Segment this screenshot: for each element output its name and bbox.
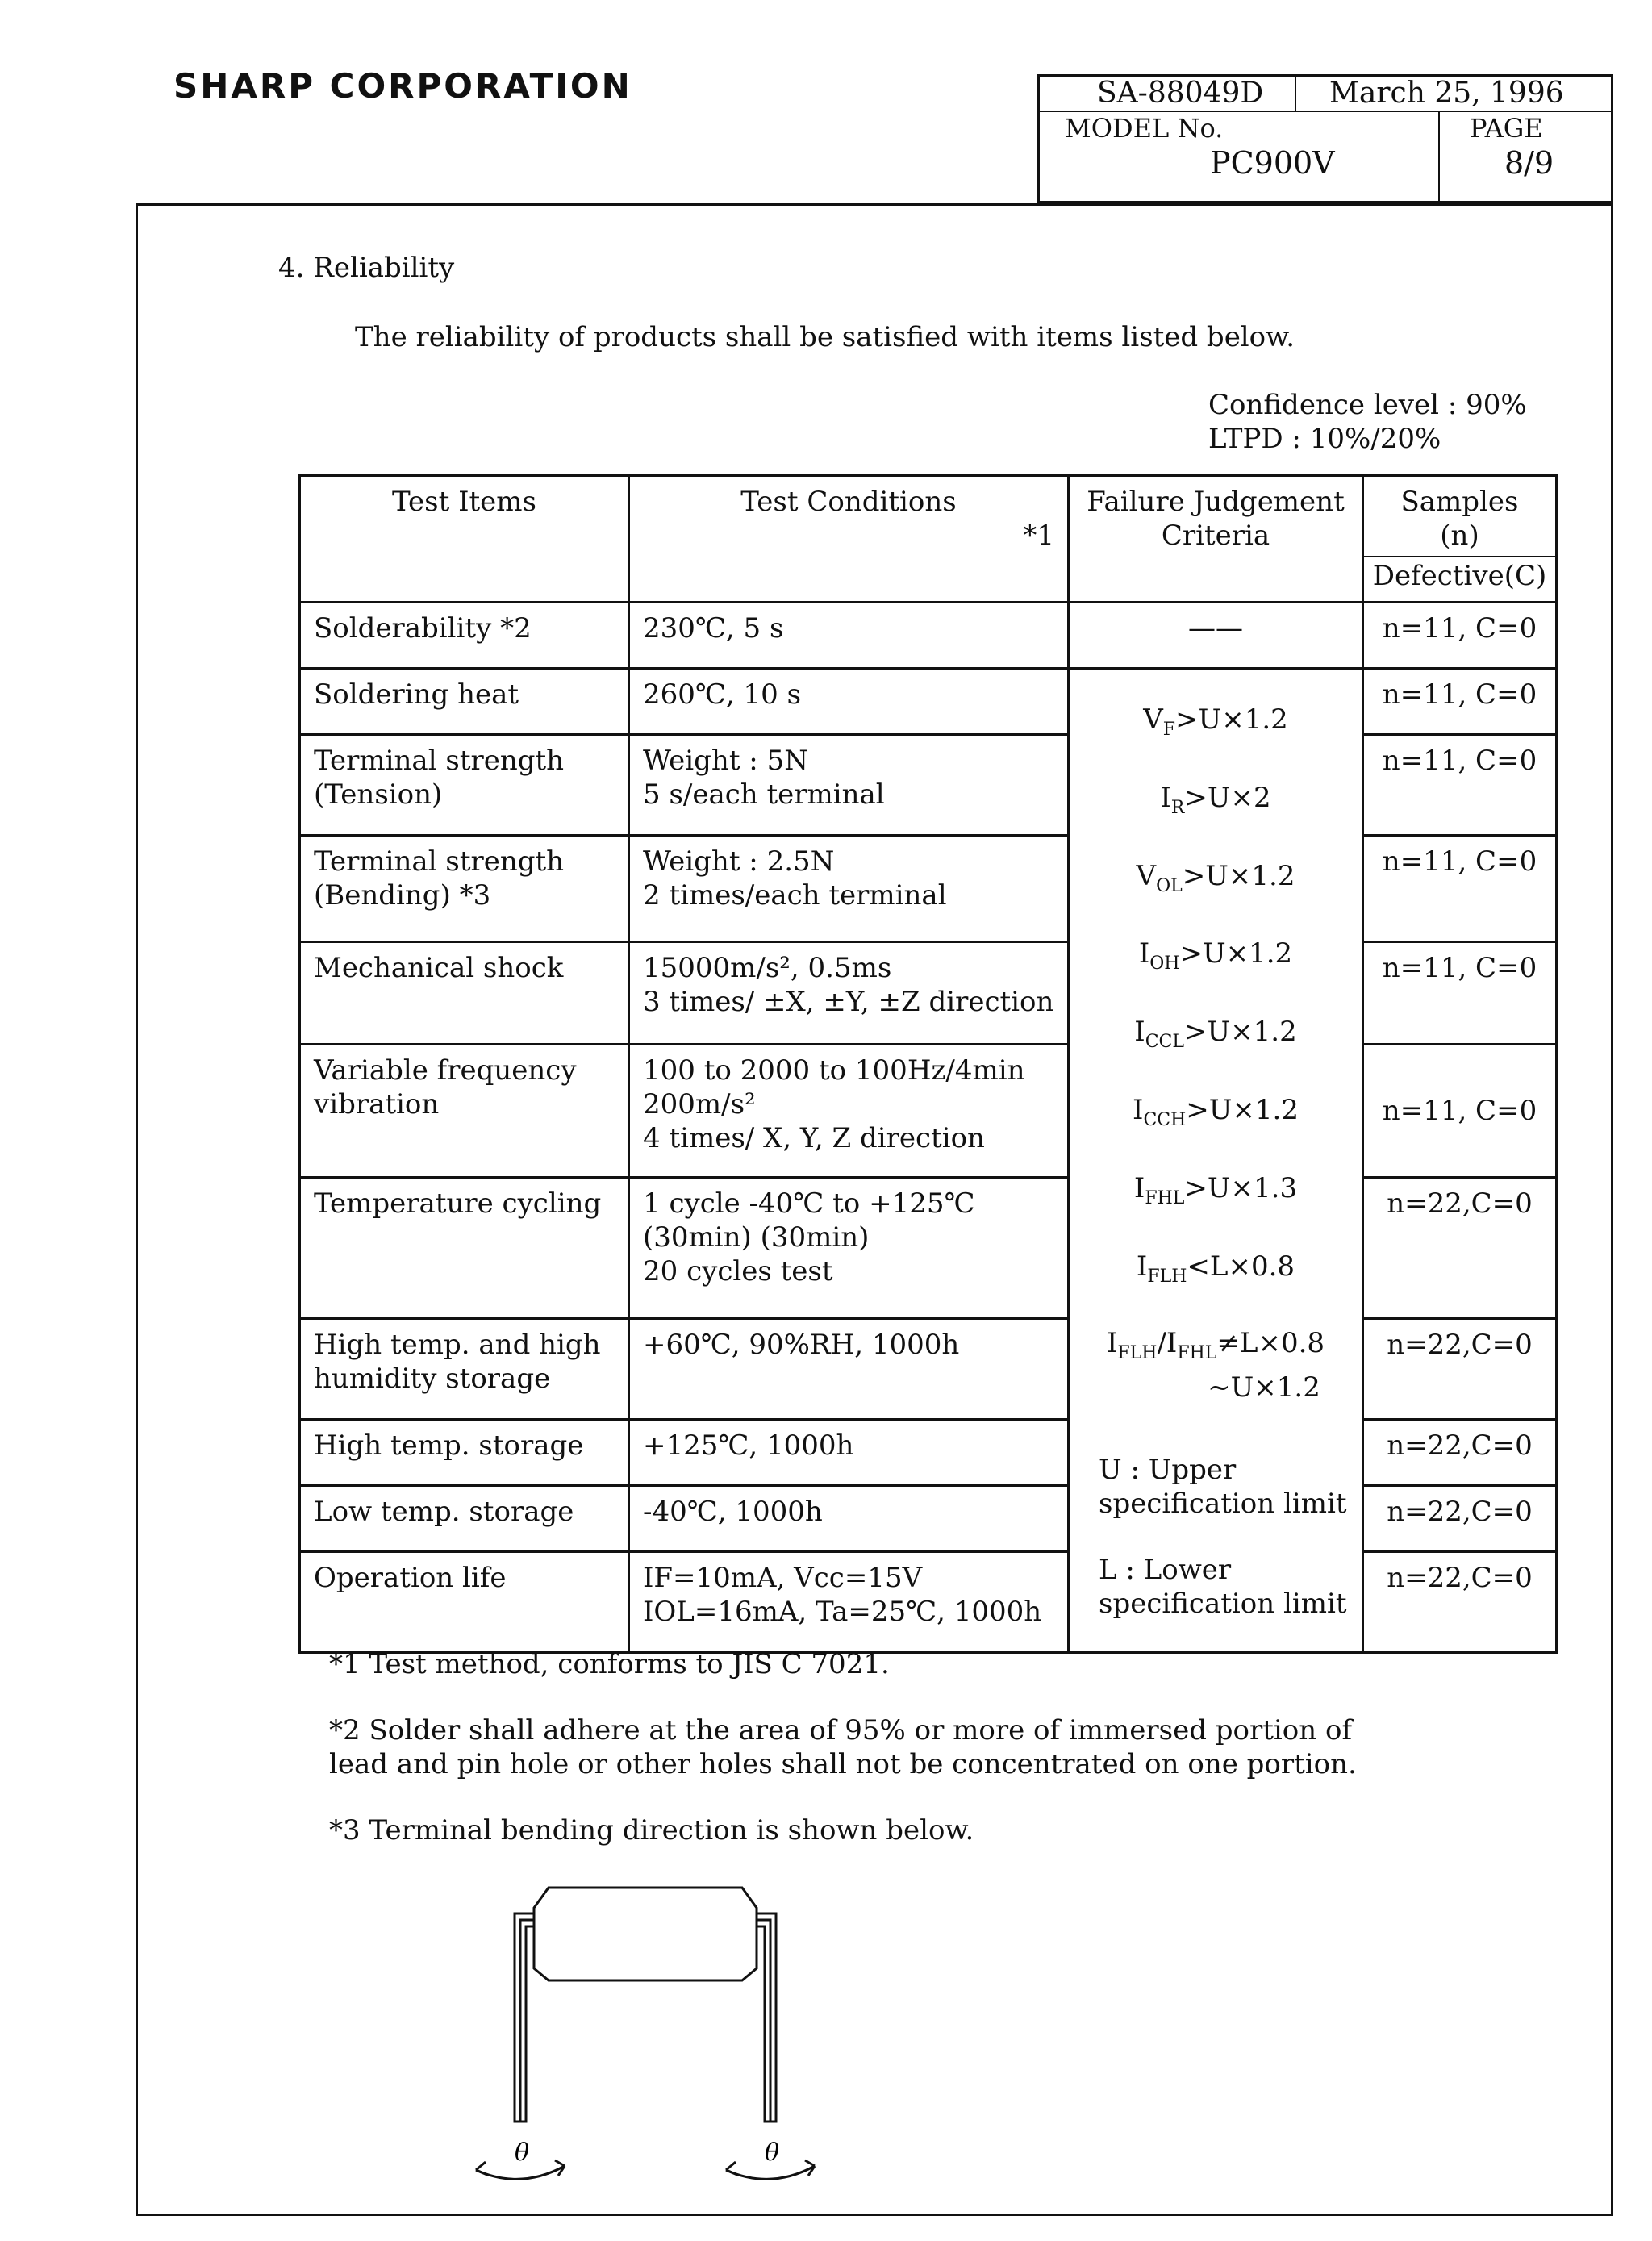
section-title: 4. Reliability [278,252,455,284]
criteria-item: $I_R>U\times 2$ [1160,781,1271,818]
lower-limit-def: L : Lower specification limit [1099,1554,1347,1621]
header-divider [1438,111,1440,203]
row-item: Soldering heat [300,669,629,735]
theta-left: θ [515,2139,530,2167]
table-row [300,669,1557,735]
row-condition: 15000m/s², 0.5ms 3 times/ ±X, ±Y, ±Z direction [629,942,1069,1045]
table-row [300,1319,1557,1420]
arrowhead [476,2162,487,2175]
row-condition: IF=10mA, Vcc=15V IOL=16mA, Ta=25℃, 1000h [629,1552,1069,1653]
header-test-conditions [629,476,1069,603]
row-samples: n=11, C=0 [1363,669,1557,735]
row-criteria-dash: —— [1069,603,1363,669]
row-item: Terminal strength (Bending) *3 [300,836,629,942]
row-condition: 100 to 2000 to 100Hz/4min 200m/s² 4 times/ X, Y, Z direction [629,1045,1069,1178]
right-lead [757,1920,770,2122]
criteria-item: $V_F>U\times 1.2$ [1143,703,1288,740]
theta-right: θ [765,2139,780,2167]
row-item: Operation life [300,1552,629,1653]
row-item: Low temp. storage [300,1486,629,1552]
row-samples: n=22,C=0 [1363,1178,1557,1319]
left-lead-outer [515,1913,534,2122]
arrowhead [726,2162,737,2175]
header-failure-line1: Failure Judgement [1087,486,1345,518]
company-name: SHARP CORPORATION [173,66,632,106]
header-samples-label: Samples (n) [1400,486,1519,552]
row-condition: +125℃, 1000h [629,1420,1069,1486]
criteria-item: $I_{FHL}>U\times 1.3$ [1133,1171,1298,1208]
table-row [300,1045,1557,1178]
row-samples: n=22,C=0 [1363,1486,1557,1552]
left-lead [520,1920,534,2122]
table-row [300,942,1557,1045]
header-failure-line2: Criteria [1161,520,1270,552]
row-condition: 1 cycle -40℃ to +125℃ (30min) (30min) 20 cycles test [629,1178,1069,1319]
upper-limit-def: U : Upper specification limit [1099,1454,1347,1521]
footnote-3: *3 Terminal bending direction is shown below. [329,1814,974,1847]
footnote-1: *1 Test method, conforms to JIS C 7021. [329,1648,890,1680]
doc-date: March 25, 1996 [1329,77,1564,110]
criteria-cell [1069,669,1363,1653]
table-row [300,735,1557,836]
row-condition: +60℃, 90%RH, 1000h [629,1319,1069,1420]
header-defective-label: Defective(C) [1364,556,1555,593]
right-lead-outer [757,1913,776,2122]
header-samples [1363,476,1557,603]
row-condition: Weight : 5N 5 s/each terminal [629,735,1069,836]
left-bend-arrow [476,2166,565,2179]
criteria-item: $I_{OH}>U\times 1.2$ [1138,937,1293,974]
table-row [300,1486,1557,1552]
criteria-item: $I_{FLH}/I_{FHL}\ne L\times 0.8$ ~U×1.2 [1106,1327,1325,1404]
row-samples: n=22,C=0 [1363,1319,1557,1420]
header-divider [1037,111,1613,112]
footnote-2: *2 Solder shall adhere at the area of 95% or more of immersed portion of lead and pin hole or other holes shall not be concentrated on one portion. [329,1714,1357,1780]
row-item: High temp. storage [300,1420,629,1486]
criteria-item: $V_{OL}>U\times 1.2$ [1136,859,1295,896]
criteria-item: $I_{CCH}>U\times 1.2$ [1133,1093,1299,1130]
row-condition: 260℃, 10 s [629,669,1069,735]
row-item: Solderability *2 [300,603,629,669]
ltpd: LTPD : 10%/20% [1208,423,1441,455]
row-item: High temp. and high humidity storage [300,1319,629,1420]
right-bend-arrow [726,2166,815,2179]
reliability-table [298,474,1558,1654]
row-samples: n=11, C=0 [1363,1045,1557,1178]
table-row [300,1420,1557,1486]
table-header-row [300,476,1557,603]
criteria-item: $I_{CCL}>U\times 1.2$ [1134,1016,1297,1052]
row-item: Temperature cycling [300,1178,629,1319]
criteria-item: $I_{FLH}<L\times 0.8$ [1136,1250,1295,1287]
row-item: Mechanical shock [300,942,629,1045]
table-row [300,836,1557,942]
page-number: 8/9 [1504,145,1554,181]
header-conditions-label: Test Conditions [740,486,957,518]
header-conditions-note: *1 [1023,520,1054,552]
header-test-items: Test Items [300,476,629,603]
terminal-bending-figure [460,1872,831,2210]
row-item: Variable frequency vibration [300,1045,629,1178]
row-samples: n=22,C=0 [1363,1420,1557,1486]
header-failure [1069,476,1363,603]
table-row [300,603,1557,669]
row-condition: 230℃, 5 s [629,603,1069,669]
row-condition: -40℃, 1000h [629,1486,1069,1552]
header-divider [1295,74,1296,111]
confidence-level: Confidence level : 90% [1208,389,1527,421]
model-number: PC900V [1210,145,1335,181]
section-intro: The reliability of products shall be satisfied with items listed below. [355,321,1295,353]
row-samples: n=11, C=0 [1363,603,1557,669]
package-body [534,1888,757,1980]
table-row [300,1178,1557,1319]
table-row [300,1552,1557,1653]
row-samples: n=11, C=0 [1363,735,1557,836]
doc-number: SA-88049D [1097,77,1264,110]
row-condition: Weight : 2.5N 2 times/each terminal [629,836,1069,942]
model-label: MODEL No. [1065,113,1224,144]
row-samples: n=11, C=0 [1363,942,1557,1045]
row-item: Terminal strength (Tension) [300,735,629,836]
row-samples: n=11, C=0 [1363,836,1557,942]
page-label: PAGE [1470,113,1543,144]
row-samples: n=22,C=0 [1363,1552,1557,1653]
